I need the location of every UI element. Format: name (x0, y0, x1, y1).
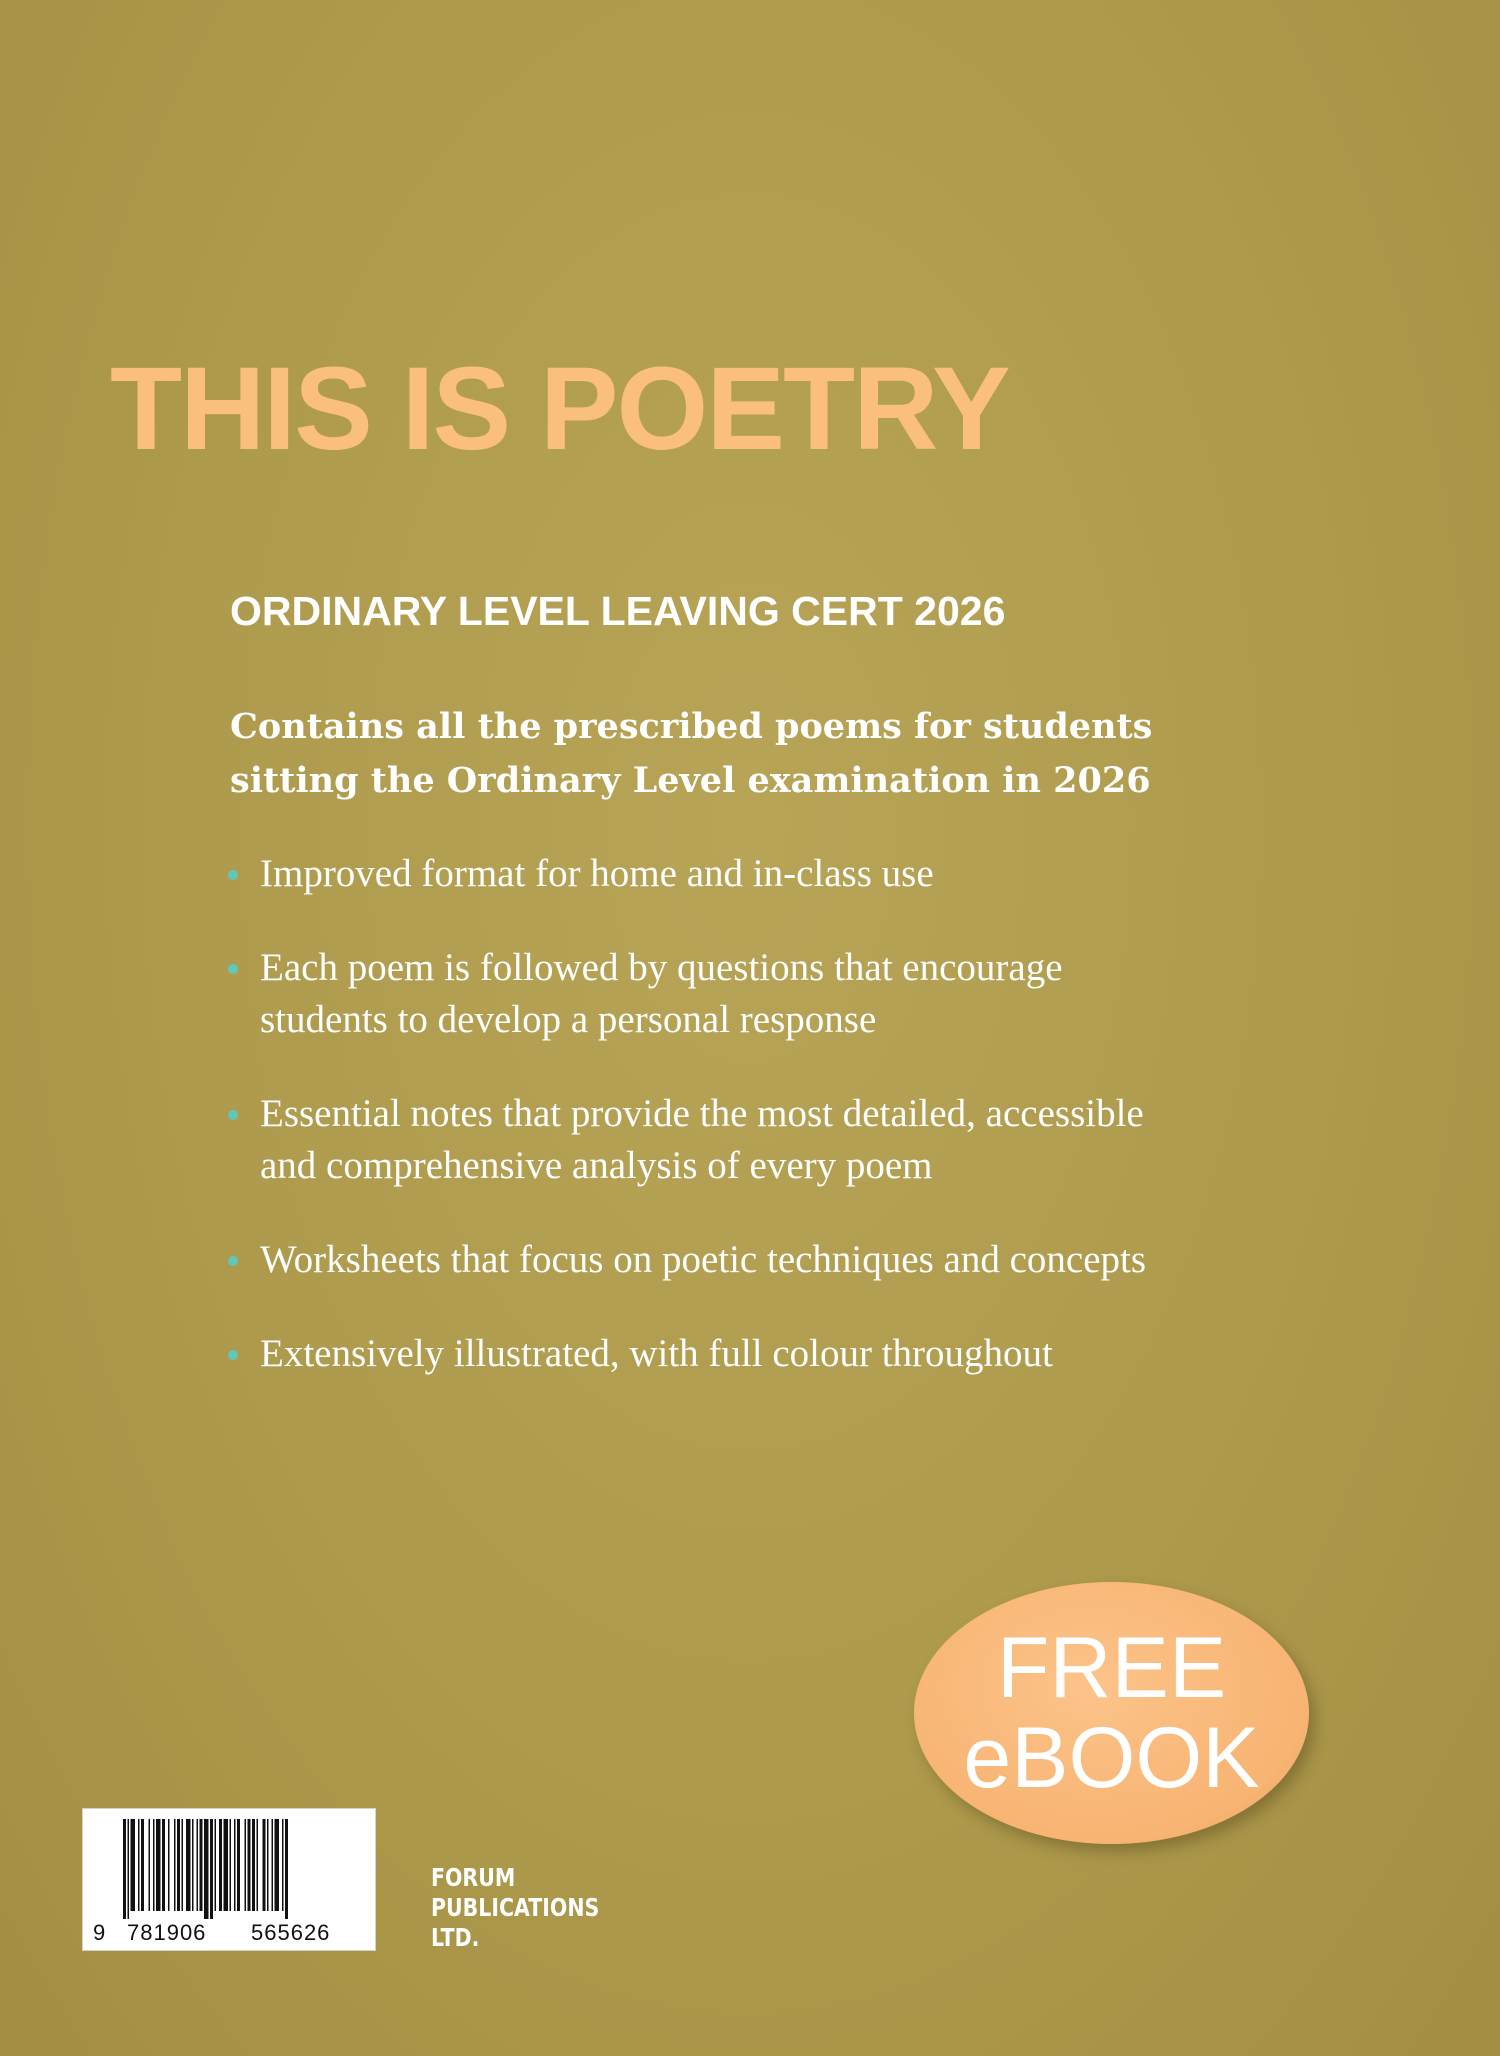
book-subtitle: ORDINARY LEVEL LEAVING CERT 2026 (230, 588, 1006, 634)
bullet-dot-icon (228, 1350, 238, 1360)
badge-line: FREE (996, 1620, 1227, 1716)
intro-text (230, 700, 1350, 808)
feature-item (228, 1234, 1378, 1286)
feature-line: Worksheets that focus on poetic techniques and concepts (260, 1238, 1147, 1281)
feature-item (228, 942, 1378, 1046)
isbn-digits: 565626 (251, 1920, 331, 1945)
barcode-bars-icon (123, 1819, 335, 1919)
bullet-dot-icon (228, 1256, 238, 1266)
publisher-logo (431, 1863, 599, 1953)
bullet-dot-icon (228, 870, 238, 880)
feature-list (228, 848, 1378, 1422)
isbn-barcode (82, 1808, 376, 1951)
bullet-dot-icon (228, 1110, 238, 1120)
isbn-digits: 781906 (127, 1920, 207, 1945)
feature-item (228, 1328, 1378, 1380)
badge-line: eBOOK (963, 1710, 1260, 1806)
publisher-line: PUBLICATIONS (431, 1893, 600, 1922)
feature-line: Improved format for home and in-class use (260, 852, 934, 895)
book-title: THIS IS POETRY (110, 343, 1009, 475)
feature-line: and comprehensive analysis of every poem (260, 1144, 933, 1187)
feature-line: Essential notes that provide the most detailed, accessible (260, 1092, 1144, 1135)
feature-item (228, 848, 1378, 900)
feature-line: Each poem is followed by questions that encourage (260, 946, 1063, 989)
feature-item (228, 1088, 1378, 1192)
publisher-line: LTD. (431, 1923, 480, 1952)
feature-line: students to develop a personal response (260, 998, 877, 1041)
intro-line: Contains all the prescribed poems for students (230, 706, 1153, 747)
publisher-line: FORUM (431, 1863, 516, 1892)
free-ebook-badge (914, 1582, 1309, 1844)
bullet-dot-icon (228, 964, 238, 974)
feature-line: Extensively illustrated, with full colour throughout (260, 1332, 1053, 1375)
isbn-digits: 9 (93, 1920, 106, 1945)
intro-line: sitting the Ordinary Level examination in 2026 (230, 760, 1151, 801)
